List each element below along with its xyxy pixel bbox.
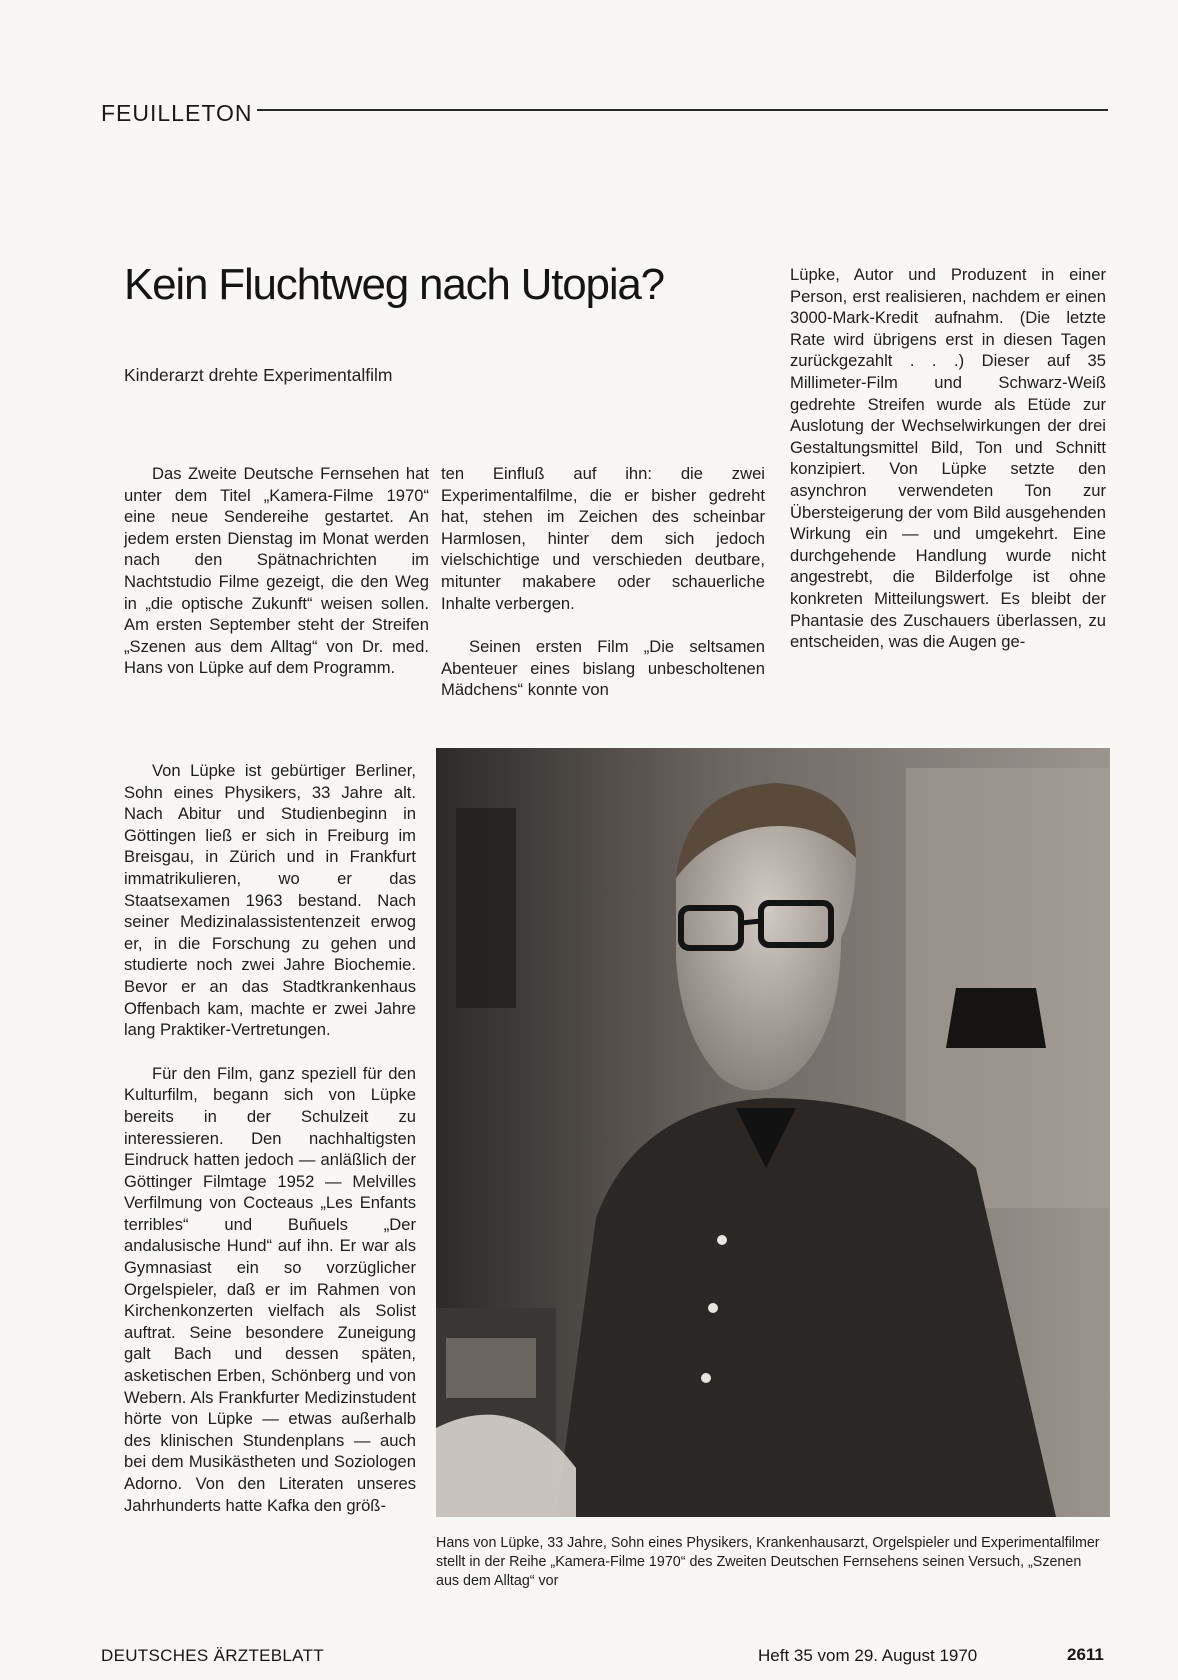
portrait-image [436, 748, 1110, 1517]
text-column-1 [124, 463, 429, 679]
page-number: 2611 [1067, 1645, 1104, 1664]
paragraph: ten Einfluß auf ihn: die zwei Experimentalfilme, die er bisher gedreht hat, stehen im Zeichen des scheinbar Harmlosen, hinter dem sich jedoch vielschichtige und verschieden deutbare, mitunter makabere oder schauerliche Inhalte verbergen. [441, 464, 765, 613]
paragraph: Das Zweite Deutsche Fernsehen hat unter dem Titel „Kamera-Filme 1970“ eine neue Sendereihe gestartet. An jedem ersten Dienstag im Monat werden nach den Spätnachrichten im Nachtstudio Filme gezeigt, die den Weg in „die optische Zukunft“ weisen sollen. Am ersten September steht der Streifen „Szenen aus dem Alltag“ von Dr. med. Hans von Lüpke auf dem Programm. [124, 464, 429, 678]
photo-caption: Hans von Lüpke, 33 Jahre, Sohn eines Physikers, Krankenhausarzt, Orgelspieler und Experimentalfilmer stellt in der Reihe „Kamera-Filme 1970“ des Zweiten Deutschen Fernsehens seinen Versuch, „Szenen aus dem Alltag“ vor [436, 1535, 1100, 1589]
text-column-4 [124, 760, 416, 1516]
section-rule [257, 109, 1108, 111]
text-column-2 [441, 463, 765, 701]
paragraph: Für den Film, ganz speziell für den Kulturfilm, begann sich von Lüpke bereits in der Schulzeit zu interessieren. Den nachhaltigsten Eindruck hatten jedoch — anläßlich der Göttinger Filmtage 1952 — Melvilles Verfilmung von Cocteaus „Les Enfants terribles“ und Buñuels „Der andalusische Hund“ auf ihn. Er war als Gymnasiast ein so vorzüglicher Orgelspieler, daß er im Rahmen von Kirchenkonzerten vielfach als Solist auftrat. Seine besondere Zuneigung galt Bach und dessen späten, asketischen Erben, Schönberg und von Webern. Als Frankfurter Medizinstudent hörte von Lüpke — etwas außerhalb des klinischen Stundenplans — auch bei dem Musikästheten und Soziologen Adorno. Von den Literaten unseres Jahrhunderts hatte Kafka den größ- [124, 1063, 416, 1515]
paragraph: Seinen ersten Film „Die seltsamen Abenteuer eines bislang unbescholtenen Mädchens“ konnte von [441, 637, 765, 700]
section-label: FEUILLETON [101, 100, 253, 126]
text-column-3 [790, 264, 1106, 653]
paragraph: Von Lüpke ist gebürtiger Berliner, Sohn eines Physikers, 33 Jahre alt. Nach Abitur und Studienbeginn in Göttingen ließ er sich in Freiburg im Breisgau, in Zürich und in Frankfurt immatrikulieren, wo er das Staatsexamen 1963 bestand. Nach seiner Medizinalassistentenzeit erwog er, in die Forschung zu gehen und studierte noch zwei Jahre Biochemie. Bevor er an das Stadtkrankenhaus Offenbach kam, machte er zwei Jahre lang Praktiker-Vertretungen. [124, 761, 416, 1040]
publication-name: DEUTSCHES ÄRZTEBLATT [101, 1646, 324, 1665]
article-subtitle: Kinderarzt drehte Experimentalfilm [124, 365, 393, 385]
portrait-photo [436, 748, 1110, 1517]
article-title: Kein Fluchtweg nach Utopia? [124, 260, 664, 309]
paragraph: Lüpke, Autor und Produzent in einer Person, erst realisieren, nachdem er einen 3000-Mark-Kredit aufnahm. (Die letzte Rate wird übrigens erst in diesen Tagen zurückgezahlt . . .) Dieser auf 35 Millimeter-Film und Schwarz-Weiß gedrehte Streifen wurde als Etüde zur Auslotung der Wechselwirkungen der drei Gestaltungsmittel Bild, Ton und Schnitt konzipiert. Von Lüpke setzte den asynchron verwendeten Ton zur Übersteigerung der vom Bild ausgehenden Wirkung ein — und umgekehrt. Eine durchgehende Handlung wurde nicht angestrebt, die Bilderfolge ist ohne konkreten Mitteilungswert. Es bleibt der Phantasie des Zuschauers überlassen, zu entscheiden, was die Augen ge- [790, 265, 1106, 652]
issue-info: Heft 35 vom 29. August 1970 [758, 1646, 978, 1665]
